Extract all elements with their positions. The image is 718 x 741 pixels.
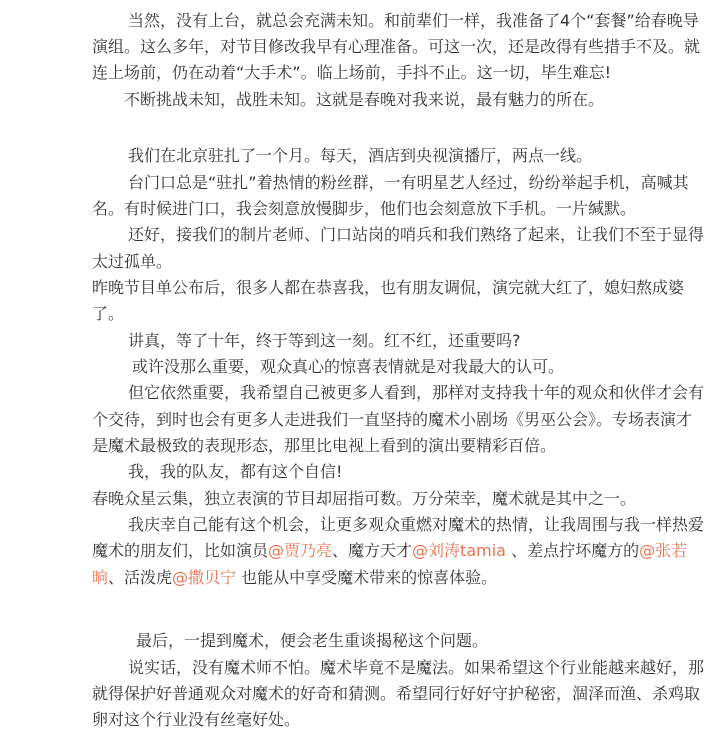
paragraph-line: 了。 bbox=[92, 304, 125, 323]
paragraph-line: 春晚众星云集，独立表演的节目却屈指可数。万分荣幸，魔术就是其中之一。 bbox=[92, 489, 637, 508]
paragraph-line: 是魔术最极致的表现形态，那里比电视上看到的演出要精彩百倍。 bbox=[92, 436, 557, 455]
paragraph-line: 当然，没有上台，就总会充满未知。和前辈们一样，我准备了4个“套餐”给春晚导 bbox=[128, 11, 699, 30]
paragraph-line: 太过孤单。 bbox=[92, 252, 173, 271]
paragraph-line: 个交待，到时也会有更多人走进我们一直坚持的魔术小剧场《男巫公会》。专场表演才 bbox=[92, 410, 693, 429]
text-segment: 魔术的朋友们，比如演员 bbox=[92, 541, 269, 560]
paragraph-line: 我庆幸自己能有这个机会，让更多观众重燃对魔术的热情，让我周围与我一样热爱 bbox=[128, 515, 705, 534]
mention-link[interactable]: @张若 bbox=[639, 541, 688, 560]
paragraph-line: 还好，接我们的制片老师、门口站岗的哨兵和我们熟络了起来，让我们不至于显得 bbox=[128, 225, 705, 244]
text-segment: 、差点拧坏魔方的 bbox=[511, 541, 640, 560]
paragraph-line: 或许没那么重要，观众真心的惊喜表情就是对我最大的认可。 bbox=[132, 357, 565, 376]
paragraph-line: 我，我的队友，都有这个自信! bbox=[128, 462, 343, 481]
mention-link[interactable]: @刘涛tamia bbox=[412, 541, 506, 560]
paragraph-line bbox=[92, 538, 687, 564]
paragraph-line: 连上场前，仍在动着“大手术”。临上场前，手抖不止。这一切，毕生难忘! bbox=[92, 63, 611, 82]
paragraph-line: 讲真，等了十年，终于等到这一刻。红不红，还重要吗? bbox=[128, 331, 521, 350]
text-segment: 、魔方天才 bbox=[332, 541, 413, 560]
paragraph-line: 最后，一提到魔术，便会老生重谈揭秘这个问题。 bbox=[136, 631, 489, 650]
paragraph-line: 我们在北京驻扎了一个月。每天，酒店到央视演播厅，两点一线。 bbox=[128, 146, 593, 165]
paragraph-line: 演组。这么多年，对节目修改我早有心理准备。可这一次，还是改得有些措手不及。就 bbox=[92, 37, 701, 56]
paragraph-line: 台门口总是“驻扎”着热情的粉丝群，一有明星艺人经过，纷纷举起手机，高喊其 bbox=[128, 173, 689, 192]
paragraph-line: 卵对这个行业没有丝毫好处。 bbox=[92, 710, 301, 729]
paragraph-line: 不断挑战未知，战胜未知。这就是春晚对我来说，最有魅力的所在。 bbox=[124, 90, 605, 109]
text-segment: 也能从中享受魔术带来的惊喜体验。 bbox=[241, 568, 498, 587]
paragraph-line: 但它依然重要，我希望自己被更多人看到，那样对支持我十年的观众和伙伴才会有 bbox=[128, 383, 705, 402]
paragraph-line: 昨晚节目单公布后，很多人都在恭喜我，也有朋友调侃，演完就大红了，媳妇熬成婆 bbox=[92, 278, 685, 297]
mention-link[interactable]: @贾乃亮 bbox=[268, 541, 333, 560]
paragraph-line: 就得保护好普通观众对魔术的好奇和猜测。希望同行好好守护秘密，涸泽而渔、杀鸡取 bbox=[92, 684, 701, 703]
mention-link[interactable]: 晌 bbox=[92, 568, 109, 587]
paragraph-line: 名。有时候进门口，我会刻意放慢脚步，他们也会刻意放下手机。一片缄默。 bbox=[92, 199, 637, 218]
paragraph-line: 说实话，没有魔术师不怕。魔术毕竟不是魔法。如果希望这个行业能越来越好，那 bbox=[128, 658, 705, 677]
text-segment: 、活泼虎 bbox=[108, 568, 173, 587]
mention-link[interactable]: @撒贝宁 bbox=[172, 568, 237, 587]
paragraph-line bbox=[92, 565, 497, 591]
